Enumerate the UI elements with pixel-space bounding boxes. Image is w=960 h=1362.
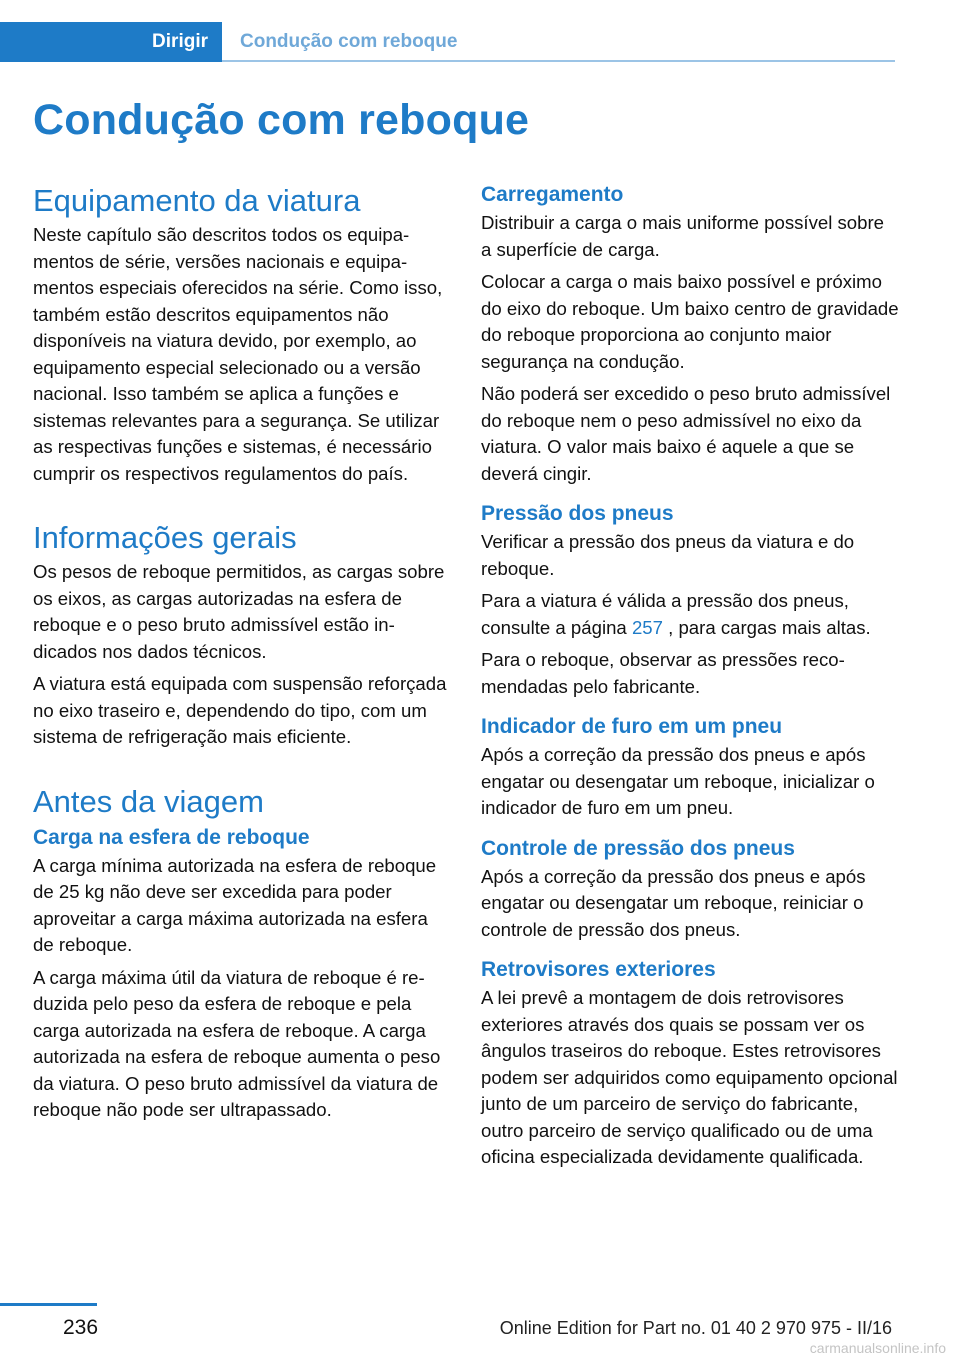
- heading-informacoes: Informações gerais: [33, 520, 297, 555]
- paragraph: Os pesos de reboque permitidos, as cargas sobre os eixos, as cargas autorizadas na esfera de reboque e o peso bruto admissível estão indicados nos dados técnicos.: [33, 561, 445, 662]
- text: Para a viatura é válida a pressão dos pneus, consulte a página: [481, 590, 849, 638]
- subheading-controle-pressao: Controle de pressão dos pneus: [481, 836, 795, 860]
- edition-note: Online Edition for Part no. 01 40 2 970 975 - II/16: [499, 1318, 892, 1338]
- paragraph: A viatura está equipada com suspensão reforçada no eixo traseiro e, dependendo do tipo, com um sistema de refrigeração mais eficiente.: [33, 673, 447, 747]
- page-number: 236: [63, 1316, 99, 1339]
- left-column: [33, 180, 451, 1130]
- heading-antes-da-viagem: Antes da viagem: [33, 783, 264, 819]
- section-label[interactable]: Condução com reboque: [240, 31, 458, 52]
- footer-rule: [0, 1303, 97, 1306]
- paragraph: A carga máxima útil da viatura de reboque é reduzida pelo peso da esfera de reboque e pela carga autorizada na esfera de reboque. A carga autorizada na esfera de reboque aumenta o peso da viatura. O peso bruto admissível da viatura de reboque não pode ser ultrapassado.: [33, 966, 441, 1120]
- subheading-indicador-furo: Indicador de furo em um pneu: [481, 715, 783, 738]
- paragraph: Após a correção da pressão dos pneus e após engatar ou desengatar um reboque, reiniciar o controle de pressão dos pneus.: [481, 865, 866, 940]
- paragraph: Não poderá ser excedido o peso bruto admissível do reboque nem o peso admissível no eixo da viatura. O valor mais baixo é aquele a que se deverá cingir.: [481, 383, 891, 484]
- subheading-pressao-pneus: Pressão dos pneus: [481, 502, 674, 525]
- paragraph: A carga mínima autorizada na esfera de reboque de 25 kg não deve ser excedida para poder aproveitar a carga máxima autorizada na esfera de reboque.: [33, 854, 437, 955]
- paragraph: Distribuir a carga o mais uniforme possível sobre a superfície de carga.: [481, 212, 885, 260]
- page-title: Condução com reboque: [33, 96, 530, 144]
- page-link-257[interactable]: 257: [631, 616, 663, 638]
- watermark: carmanualsonline.info: [809, 1340, 946, 1356]
- paragraph: Verificar a pressão dos pneus da viatura e do reboque.: [481, 531, 855, 579]
- subheading-carregamento: Carregamento: [481, 183, 624, 206]
- heading-equipamento: Equipamento da viatura: [33, 183, 361, 218]
- header-rule: [222, 60, 895, 62]
- chapter-tab[interactable]: Dirigir: [0, 22, 222, 62]
- text: , para cargas mais altas.: [662, 616, 871, 638]
- subheading-retrovisores: Retrovisores exteriores: [481, 958, 716, 981]
- paragraph: Colocar a carga o mais baixo possível e próximo do eixo do reboque. Um baixo centro de gravidade do reboque proporciona ao conjunto maior segurança na condução.: [481, 271, 899, 372]
- paragraph-with-link: [481, 588, 899, 641]
- paragraph: Após a correção da pressão dos pneus e após engatar ou desengatar um reboque, inicializar o indicador de furo em um pneu.: [481, 744, 875, 818]
- subheading-carga-esfera: Carga na esfera de reboque: [33, 825, 310, 849]
- paragraph: A lei prevê a montagem de dois retrovisores exteriores através dos quais se possam ver os ângulos traseiros do reboque. Estes retrovisores podem ser adquiridos como equipamento opcional junto de um parceiro de serviço do fabricante, outro parceiro de serviço qualificado ou de uma oficina especializada devidamente qualificada.: [481, 987, 898, 1167]
- right-column: [481, 180, 899, 1177]
- paragraph: Para o reboque, observar as pressões recomendadas pelo fabricante.: [481, 649, 845, 697]
- paragraph: Neste capítulo são descritos todos os equipamentos de série, versões nacionais e equipamentos especiais oferecidos na série. Como isso, também estão descritos equipamentos não disponíveis na viatura devido, por exemplo, ao equipamento especial selecionado ou a versão nacional. Isso também se aplica a funções e sistemas relevantes para a segurança. Se utilizar as respectivas funções e sistemas, é necessário cumprir os respectivos regulamentos do país.: [33, 224, 443, 484]
- page-header: [0, 22, 895, 62]
